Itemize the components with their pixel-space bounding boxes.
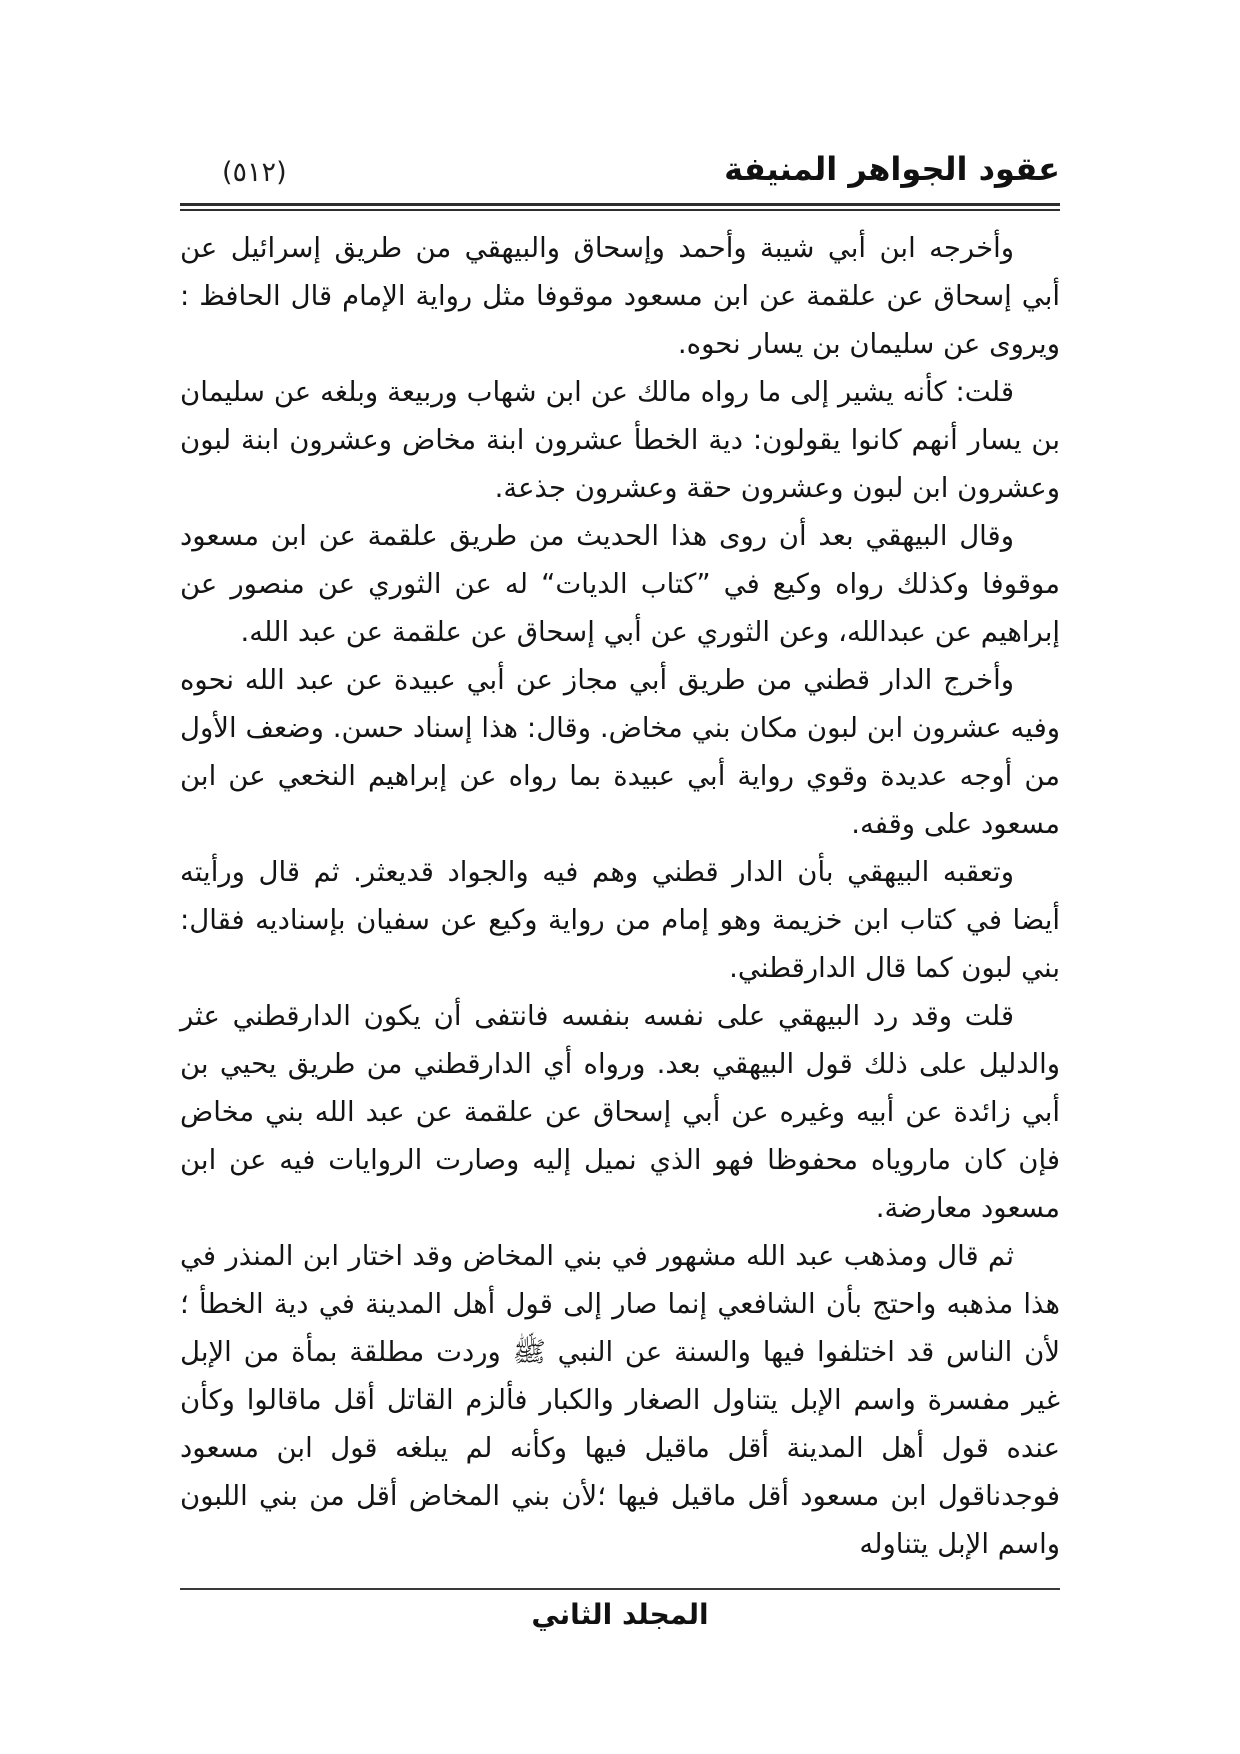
body-text — [180, 224, 1060, 1568]
page-number: (٥١٢) — [222, 157, 287, 188]
page-header — [180, 150, 1060, 188]
page-content — [180, 0, 1060, 1631]
volume-label: المجلد الثاني — [531, 1598, 709, 1631]
body-paragraph: وأخرج الدار قطني من طريق أبي مجاز عن أبي عبيدة عن عبد الله نحوه وفيه عشرون ابن لبون مكان بني مخاض. وقال: هذا إسناد حسن. وضعف الأول من أوجه عديدة وقوي رواية أبي عبيدة بما رواه عن إبراهيم النخعي عن ابن مسعود على وقفه. — [180, 664, 1060, 840]
body-paragraph: وقال البيهقي بعد أن روى هذا الحديث من طريق علقمة عن ابن مسعود موقوفا وكذلك رواه وكيع في ”كتاب الديات“ له عن الثوري عن منصور عن إبراهيم عن عبدالله، وعن الثوري عن أبي إسحاق عن علقمة عن عبد الله. — [180, 520, 1060, 648]
body-paragraph: وأخرجه ابن أبي شيبة وأحمد وإسحاق والبيهقي من طريق إسرائيل عن أبي إسحاق عن علقمة عن ابن مسعود موقوفا مثل رواية الإمام قال الحافظ : ويروى عن سليمان بن يسار نحوه. — [180, 232, 1060, 360]
body-paragraph: ثم قال ومذهب عبد الله مشهور في بني المخاض وقد اختار ابن المنذر في هذا مذهبه واحتج بأن الشافعي إنما صار إلى قول أهل المدينة في دية الخطأ ؛ لأن الناس قد اختلفوا فيها والسنة عن النبي ﷺ وردت مطلقة بمأة من الإبل غير مفسرة واسم الإبل يتناول الصغار والكبار فألزم القاتل أقل ماقالوا وكأن عنده قول أهل المدينة أقل ماقيل فيها وكأنه لم يبلغه قول ابن مسعود فوجدناقول ابن مسعود أقل ماقيل فيها ؛لأن بني المخاض أقل من بني اللبون واسم الإبل يتناوله — [180, 1240, 1060, 1560]
body-paragraph: قلت: كأنه يشير إلى ما رواه مالك عن ابن شهاب وربيعة وبلغه عن سليمان بن يسار أنهم كانوا يقولون: دية الخطأ عشرون ابنة مخاض وعشرون ابنة لبون وعشرون ابن لبون وعشرون حقة وعشرون جذعة. — [180, 376, 1060, 504]
header-divider — [180, 203, 1060, 211]
body-paragraph: قلت وقد رد البيهقي على نفسه بنفسه فانتفى أن يكون الدارقطني عثر والدليل على ذلك قول البيهقي بعد. ورواه أي الدارقطني من طريق يحيي بن أبي زائدة عن أبيه وغيره عن أبي إسحاق عن علقمة عن عبد الله بني مخاض فإن كان ماروياه محفوظا فهو الذي نميل إليه وصارت الروايات فيه عن ابن مسعود معارضة. — [180, 1000, 1060, 1224]
footer-divider — [180, 1588, 1060, 1590]
body-paragraph: وتعقبه البيهقي بأن الدار قطني وهم فيه والجواد قديعثر. ثم قال ورأيته أيضا في كتاب ابن خزيمة وهو إمام من رواية وكيع عن سفيان بإسناديه فقال: بني لبون كما قال الدارقطني. — [180, 856, 1060, 984]
book-title: عقود الجواهر المنيفة — [724, 150, 1060, 188]
